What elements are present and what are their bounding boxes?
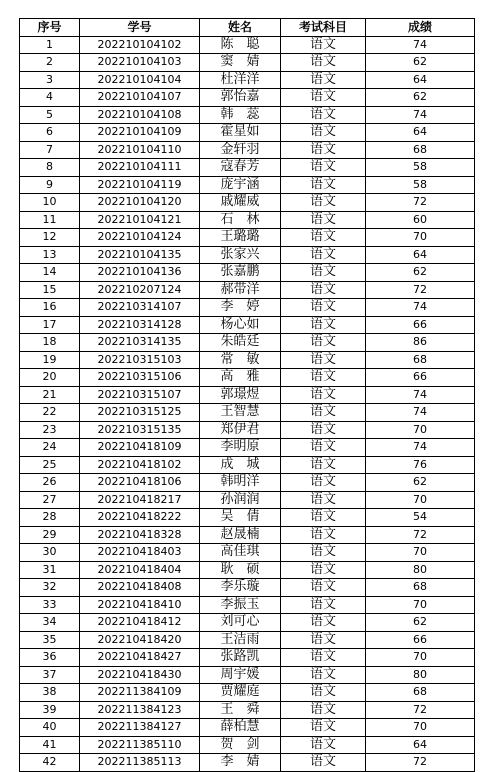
cell-score: 58 [366, 176, 475, 194]
cell-score: 70 [366, 544, 475, 562]
cell-name: 杜洋洋 [200, 71, 281, 89]
cell-subject: 语文 [281, 124, 366, 142]
cell-score: 58 [366, 159, 475, 177]
cell-name: 王洁雨 [200, 631, 281, 649]
cell-student-id: 202210104104 [80, 71, 200, 89]
cell-student-id: 202210104136 [80, 264, 200, 282]
cell-subject: 语文 [281, 439, 366, 457]
cell-score: 74 [366, 404, 475, 422]
table-row [20, 544, 475, 562]
table-row [20, 194, 475, 212]
cell-index: 11 [20, 211, 80, 229]
cell-index: 8 [20, 159, 80, 177]
cell-index: 41 [20, 736, 80, 754]
cell-subject: 语文 [281, 386, 366, 404]
cell-name: 王 舜 [200, 701, 281, 719]
cell-index: 26 [20, 474, 80, 492]
cell-index: 25 [20, 456, 80, 474]
cell-subject: 语文 [281, 404, 366, 422]
table-body [20, 36, 475, 771]
cell-name: 常 敏 [200, 351, 281, 369]
cell-student-id: 202210418109 [80, 439, 200, 457]
cell-name: 韩明洋 [200, 474, 281, 492]
table-row [20, 176, 475, 194]
cell-name: 李乐璇 [200, 579, 281, 597]
cell-subject: 语文 [281, 754, 366, 772]
table-row [20, 526, 475, 544]
table-row [20, 701, 475, 719]
table-row [20, 386, 475, 404]
cell-name: 耿 硕 [200, 561, 281, 579]
cell-index: 37 [20, 666, 80, 684]
cell-name: 寇春芳 [200, 159, 281, 177]
cell-score: 66 [366, 631, 475, 649]
cell-index: 5 [20, 106, 80, 124]
cell-score: 66 [366, 316, 475, 334]
cell-name: 孙润润 [200, 491, 281, 509]
cell-name: 庞宇涵 [200, 176, 281, 194]
cell-score: 68 [366, 684, 475, 702]
cell-index: 10 [20, 194, 80, 212]
cell-index: 23 [20, 421, 80, 439]
cell-name: 窦 婧 [200, 54, 281, 72]
cell-score: 70 [366, 491, 475, 509]
cell-index: 4 [20, 89, 80, 107]
cell-name: 成 城 [200, 456, 281, 474]
table-row [20, 54, 475, 72]
table-row [20, 246, 475, 264]
cell-index: 24 [20, 439, 80, 457]
table-row [20, 491, 475, 509]
cell-subject: 语文 [281, 334, 366, 352]
cell-index: 7 [20, 141, 80, 159]
cell-subject: 语文 [281, 264, 366, 282]
cell-subject: 语文 [281, 701, 366, 719]
cell-name: 吴 倩 [200, 509, 281, 527]
table-row [20, 106, 475, 124]
cell-score: 70 [366, 596, 475, 614]
cell-index: 38 [20, 684, 80, 702]
cell-student-id: 202210314135 [80, 334, 200, 352]
cell-student-id: 202210418403 [80, 544, 200, 562]
table-row [20, 159, 475, 177]
cell-student-id: 202210418222 [80, 509, 200, 527]
cell-score: 68 [366, 141, 475, 159]
cell-score: 64 [366, 124, 475, 142]
table-row [20, 211, 475, 229]
cell-score: 74 [366, 299, 475, 317]
table-row [20, 71, 475, 89]
cell-score: 74 [366, 386, 475, 404]
cell-subject: 语文 [281, 229, 366, 247]
table-row [20, 404, 475, 422]
cell-index: 36 [20, 649, 80, 667]
cell-student-id: 202210104109 [80, 124, 200, 142]
cell-index: 42 [20, 754, 80, 772]
cell-index: 28 [20, 509, 80, 527]
cell-index: 20 [20, 369, 80, 387]
cell-subject: 语文 [281, 491, 366, 509]
cell-name: 贾耀庭 [200, 684, 281, 702]
header-index: 序号 [20, 19, 80, 37]
cell-student-id: 202210104124 [80, 229, 200, 247]
cell-score: 76 [366, 456, 475, 474]
cell-score: 66 [366, 369, 475, 387]
cell-score: 70 [366, 421, 475, 439]
cell-name: 金轩羽 [200, 141, 281, 159]
cell-score: 62 [366, 474, 475, 492]
cell-subject: 语文 [281, 579, 366, 597]
cell-subject: 语文 [281, 281, 366, 299]
cell-subject: 语文 [281, 614, 366, 632]
cell-index: 14 [20, 264, 80, 282]
cell-index: 33 [20, 596, 80, 614]
header-score: 成绩 [366, 19, 475, 37]
cell-score: 62 [366, 54, 475, 72]
score-table [19, 18, 475, 772]
cell-index: 21 [20, 386, 80, 404]
header-subject: 考试科目 [281, 19, 366, 37]
cell-subject: 语文 [281, 176, 366, 194]
cell-subject: 语文 [281, 141, 366, 159]
header-row [20, 19, 475, 37]
cell-name: 郝带洋 [200, 281, 281, 299]
cell-subject: 语文 [281, 684, 366, 702]
cell-student-id: 202210104119 [80, 176, 200, 194]
cell-name: 王智慧 [200, 404, 281, 422]
cell-student-id: 202211384109 [80, 684, 200, 702]
cell-subject: 语文 [281, 596, 366, 614]
cell-student-id: 202210418404 [80, 561, 200, 579]
table-row [20, 299, 475, 317]
cell-name: 贺 剑 [200, 736, 281, 754]
cell-name: 郑伊君 [200, 421, 281, 439]
cell-student-id: 202210315125 [80, 404, 200, 422]
cell-student-id: 202210104120 [80, 194, 200, 212]
cell-name: 张家兴 [200, 246, 281, 264]
cell-student-id: 202210314128 [80, 316, 200, 334]
cell-student-id: 202210418430 [80, 666, 200, 684]
cell-index: 40 [20, 719, 80, 737]
table-row [20, 596, 475, 614]
table-row [20, 334, 475, 352]
cell-student-id: 202210104102 [80, 36, 200, 54]
cell-index: 39 [20, 701, 80, 719]
cell-index: 32 [20, 579, 80, 597]
cell-name: 高佳琪 [200, 544, 281, 562]
cell-name: 杨心如 [200, 316, 281, 334]
table-row [20, 36, 475, 54]
cell-student-id: 202210104108 [80, 106, 200, 124]
cell-score: 74 [366, 106, 475, 124]
table-row [20, 141, 475, 159]
cell-subject: 语文 [281, 561, 366, 579]
table-row [20, 561, 475, 579]
cell-name: 薛柏慧 [200, 719, 281, 737]
cell-index: 13 [20, 246, 80, 264]
cell-subject: 语文 [281, 544, 366, 562]
cell-student-id: 202210104135 [80, 246, 200, 264]
table-row [20, 684, 475, 702]
cell-subject: 语文 [281, 526, 366, 544]
cell-name: 王璐璐 [200, 229, 281, 247]
cell-subject: 语文 [281, 89, 366, 107]
table-header [20, 19, 475, 37]
table-row [20, 509, 475, 527]
cell-student-id: 202210418412 [80, 614, 200, 632]
cell-score: 70 [366, 229, 475, 247]
cell-score: 64 [366, 736, 475, 754]
cell-subject: 语文 [281, 719, 366, 737]
cell-student-id: 202210104121 [80, 211, 200, 229]
cell-index: 27 [20, 491, 80, 509]
cell-subject: 语文 [281, 159, 366, 177]
table-row [20, 666, 475, 684]
cell-student-id: 202210104103 [80, 54, 200, 72]
cell-name: 张嘉鹏 [200, 264, 281, 282]
cell-index: 3 [20, 71, 80, 89]
cell-name: 郭璟煜 [200, 386, 281, 404]
cell-score: 64 [366, 246, 475, 264]
table-row [20, 89, 475, 107]
cell-subject: 语文 [281, 736, 366, 754]
cell-index: 30 [20, 544, 80, 562]
cell-student-id: 202210315135 [80, 421, 200, 439]
cell-student-id: 202210418420 [80, 631, 200, 649]
cell-name: 刘可心 [200, 614, 281, 632]
table-row [20, 631, 475, 649]
cell-student-id: 202211384123 [80, 701, 200, 719]
cell-index: 35 [20, 631, 80, 649]
cell-index: 19 [20, 351, 80, 369]
cell-subject: 语文 [281, 36, 366, 54]
cell-subject: 语文 [281, 71, 366, 89]
cell-score: 74 [366, 439, 475, 457]
cell-score: 60 [366, 211, 475, 229]
cell-name: 李明原 [200, 439, 281, 457]
cell-student-id: 202210104107 [80, 89, 200, 107]
cell-name: 李 婧 [200, 754, 281, 772]
cell-name: 韩 蕊 [200, 106, 281, 124]
cell-name: 李 婷 [200, 299, 281, 317]
cell-name: 张路凯 [200, 649, 281, 667]
cell-index: 1 [20, 36, 80, 54]
cell-student-id: 202210418106 [80, 474, 200, 492]
table-row [20, 369, 475, 387]
cell-index: 6 [20, 124, 80, 142]
cell-score: 72 [366, 701, 475, 719]
cell-score: 54 [366, 509, 475, 527]
cell-index: 12 [20, 229, 80, 247]
cell-index: 16 [20, 299, 80, 317]
cell-score: 68 [366, 579, 475, 597]
cell-name: 霍星如 [200, 124, 281, 142]
cell-student-id: 202210418217 [80, 491, 200, 509]
cell-subject: 语文 [281, 194, 366, 212]
cell-student-id: 202210315103 [80, 351, 200, 369]
table-row [20, 474, 475, 492]
table-row [20, 754, 475, 772]
table-row [20, 439, 475, 457]
cell-score: 72 [366, 526, 475, 544]
cell-student-id: 202211385110 [80, 736, 200, 754]
cell-name: 李振玉 [200, 596, 281, 614]
cell-score: 72 [366, 194, 475, 212]
cell-index: 34 [20, 614, 80, 632]
cell-student-id: 202210315107 [80, 386, 200, 404]
cell-index: 31 [20, 561, 80, 579]
table-row [20, 736, 475, 754]
cell-student-id: 202210314107 [80, 299, 200, 317]
cell-subject: 语文 [281, 666, 366, 684]
cell-score: 80 [366, 666, 475, 684]
cell-subject: 语文 [281, 631, 366, 649]
cell-subject: 语文 [281, 54, 366, 72]
cell-subject: 语文 [281, 351, 366, 369]
table-row [20, 421, 475, 439]
cell-subject: 语文 [281, 649, 366, 667]
cell-score: 74 [366, 36, 475, 54]
cell-name: 高 雅 [200, 369, 281, 387]
cell-subject: 语文 [281, 211, 366, 229]
table-row [20, 614, 475, 632]
table-row [20, 351, 475, 369]
cell-name: 戚耀威 [200, 194, 281, 212]
cell-subject: 语文 [281, 106, 366, 124]
cell-subject: 语文 [281, 456, 366, 474]
table-row [20, 649, 475, 667]
cell-subject: 语文 [281, 509, 366, 527]
cell-index: 2 [20, 54, 80, 72]
cell-score: 62 [366, 614, 475, 632]
cell-score: 64 [366, 71, 475, 89]
cell-student-id: 202210418427 [80, 649, 200, 667]
cell-student-id: 202210418410 [80, 596, 200, 614]
cell-name: 郭怡嘉 [200, 89, 281, 107]
header-student-id: 学号 [80, 19, 200, 37]
table-row [20, 264, 475, 282]
cell-score: 86 [366, 334, 475, 352]
cell-subject: 语文 [281, 369, 366, 387]
table-row [20, 456, 475, 474]
cell-index: 18 [20, 334, 80, 352]
cell-score: 72 [366, 281, 475, 299]
cell-index: 9 [20, 176, 80, 194]
cell-student-id: 202210418102 [80, 456, 200, 474]
cell-subject: 语文 [281, 474, 366, 492]
cell-score: 62 [366, 264, 475, 282]
cell-name: 陈 聪 [200, 36, 281, 54]
cell-student-id: 202210104111 [80, 159, 200, 177]
cell-index: 29 [20, 526, 80, 544]
table-row [20, 124, 475, 142]
cell-student-id: 202210418328 [80, 526, 200, 544]
cell-subject: 语文 [281, 421, 366, 439]
cell-index: 17 [20, 316, 80, 334]
cell-score: 70 [366, 719, 475, 737]
cell-score: 80 [366, 561, 475, 579]
cell-student-id: 202210418408 [80, 579, 200, 597]
cell-subject: 语文 [281, 299, 366, 317]
cell-index: 22 [20, 404, 80, 422]
cell-score: 70 [366, 649, 475, 667]
cell-score: 68 [366, 351, 475, 369]
cell-index: 15 [20, 281, 80, 299]
cell-score: 72 [366, 754, 475, 772]
cell-name: 朱皓廷 [200, 334, 281, 352]
table-row [20, 281, 475, 299]
table-row [20, 229, 475, 247]
table-row [20, 719, 475, 737]
table-row [20, 579, 475, 597]
cell-student-id: 202210104110 [80, 141, 200, 159]
table-row [20, 316, 475, 334]
cell-subject: 语文 [281, 316, 366, 334]
cell-student-id: 202210207124 [80, 281, 200, 299]
cell-student-id: 202210315106 [80, 369, 200, 387]
cell-name: 周宇媛 [200, 666, 281, 684]
cell-subject: 语文 [281, 246, 366, 264]
cell-student-id: 202211384127 [80, 719, 200, 737]
cell-score: 62 [366, 89, 475, 107]
cell-name: 石 林 [200, 211, 281, 229]
header-name: 姓名 [200, 19, 281, 37]
cell-name: 赵晟楠 [200, 526, 281, 544]
cell-student-id: 202211385113 [80, 754, 200, 772]
